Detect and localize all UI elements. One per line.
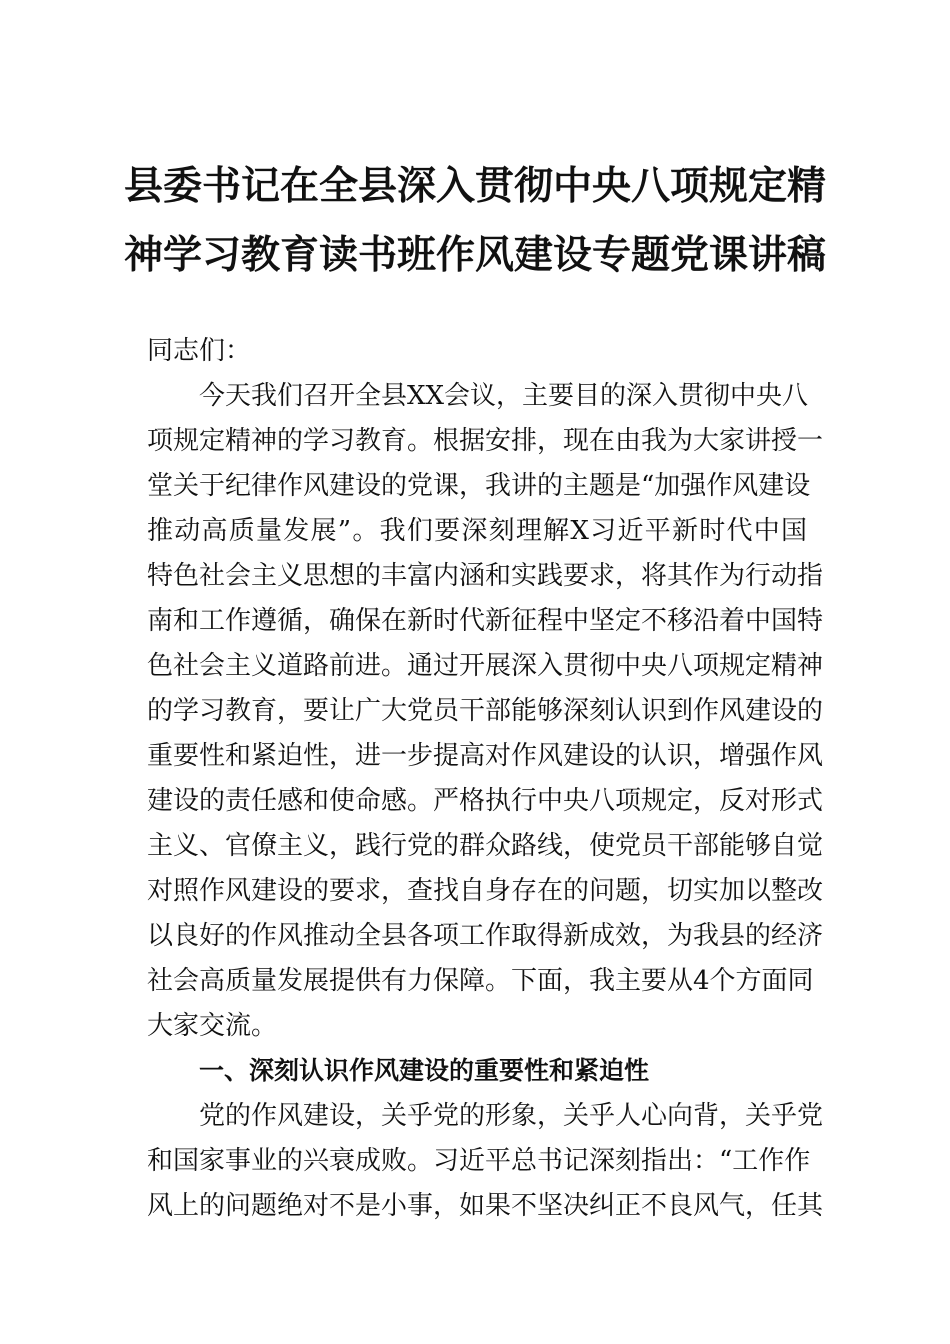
intro-line: 色社会主义道路前进。通过开展深入贯彻中央八项规定精神: [147, 651, 824, 681]
intro-line: 社会高质量发展提供有力保障。下面，我主要从4个方面同: [147, 966, 814, 996]
intro-line: 南和工作遵循，确保在新时代新征程中坚定不移沿着中国特: [147, 606, 824, 636]
salutation: 同志们：: [147, 336, 252, 366]
intro-line: 重要性和紧迫性，进一步提高对作风建设的认识，增强作风: [147, 741, 824, 771]
section-line: 和国家事业的兴衰成败。习近平总书记深刻指出：“工作作: [147, 1146, 811, 1176]
document-title-line-2: 神学习教育读书班作风建设专题党课讲稿: [123, 232, 826, 278]
intro-line: 的学习教育，要让广大党员干部能够深刻认识到作风建设的: [147, 696, 824, 726]
section-line: 风上的问题绝对不是小事，如果不坚决纠正不良风气，任其: [147, 1191, 824, 1221]
intro-line: 大家交流。: [147, 1011, 278, 1041]
intro-line: 对照作风建设的要求，查找自身存在的问题，切实加以整改: [147, 876, 824, 906]
intro-line: 建设的责任感和使命感。严格执行中央八项规定，反对形式: [147, 786, 824, 816]
intro-line: 以良好的作风推动全县各项工作取得新成效，为我县的经济: [147, 921, 824, 951]
section-heading: 一、深刻认识作风建设的重要性和紧迫性: [199, 1056, 650, 1085]
intro-line: 主义、官僚主义，践行党的群众路线，使党员干部能够自觉: [147, 831, 824, 861]
intro-line: 项规定精神的学习教育。根据安排，现在由我为大家讲授一: [147, 426, 824, 456]
intro-line: 堂关于纪律作风建设的党课，我讲的主题是“加强作风建设: [147, 471, 811, 501]
intro-line: 推动高质量发展”。我们要深刻理解X习近平新时代中国: [147, 516, 807, 546]
section-line: 党的作风建设，关乎党的形象，关乎人心向背，关乎党: [199, 1101, 824, 1131]
intro-line: 特色社会主义思想的丰富内涵和实践要求，将其作为行动指: [147, 561, 824, 591]
intro-line: 今天我们召开全县XX会议，主要目的深入贯彻中央八: [199, 381, 809, 411]
document-title-line-1: 县委书记在全县深入贯彻中央八项规定精: [123, 163, 826, 209]
